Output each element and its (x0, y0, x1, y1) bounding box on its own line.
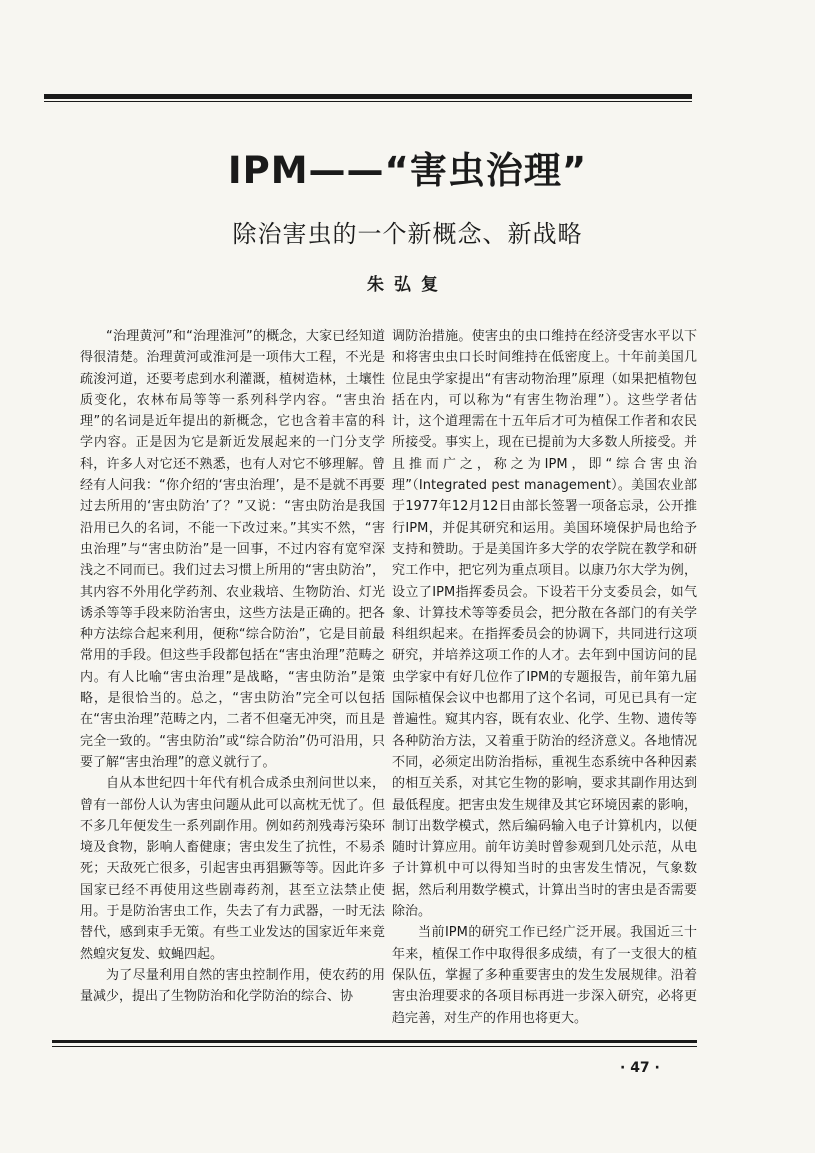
article-subtitle: 除治害虫的一个新概念、新战略 (232, 220, 583, 248)
paragraph: 为了尽量利用自然的害虫控制作用，使农药的用量减少，提出了生物防治和化学防治的综合、协 (80, 967, 385, 1005)
left-column (80, 326, 385, 1008)
bottom-rule-thin (52, 1046, 697, 1047)
right-column (392, 326, 697, 1029)
top-rule (44, 94, 692, 99)
article-author: 朱弘复 (367, 275, 448, 295)
bottom-rule (52, 1040, 697, 1043)
paragraph: 调防治措施。使害虫的虫口维持在经济受害水平以下和将害虫虫口长时间维持在低密度上。十年前美国几位昆虫学家提出“有害动物治理”原理（如果把植物包括在内，可以称为“有害生物治理”）。这些学者估计，这个道理需在十五年后才可为植保工作者和农民所接受。事实上，现在已提前为大多数人所接受。并且推而广之，称之为IPM，即“综合害虫治理”（Integrated pest management）。美国农业部于1977年12月12日由部长签署一项备忘录，公开推行IPM，并促其研究和运用。美国环境保护局也给予支持和赞助。于是美国许多大学的农学院在教学和研究工作中，把它列为重点项目。以康乃尔大学为例，设立了IPM指挥委员会。下设若干分支委员会，如气象、计算技术等等委员会，把分散在各部门的有关学科组织起来。在指挥委员会的协调下，共同进行这项研究，并培养这项工作的人才。去年到中国访问的昆虫学家中有好几位作了IPM的专题报告，前年第九届国际植保会议中也都用了这个名词，可见已具有一定普遍性。窥其内容，既有农业、化学、生物、遗传等各种防治方法，又着重于防治的经济意义。各地情况不同，必须定出防治指标，重视生态系统中各种因素的相互关系，对其它生物的影响，要求其副作用达到最低程度。把害虫发生规律及其它环境因素的影响，制订出数学模式，然后编码输入电子计算机内，以便随时计算应用。前年访美时曾参观到几处示范，从电子计算机中可以得知当时的虫害发生情况，气象数据，然后利用数学模式，计算出当时的害虫是否需要除治。 (392, 329, 697, 920)
paragraph: 自从本世纪四十年代有机合成杀虫剂问世以来，曾有一部份人认为害虫问题从此可以高枕无忧了。但不多几年便发生一系列副作用。例如药剂残毒污染环境及食物，影响人畜健康；害虫发生了抗性，不易杀死；天敌死亡很多，引起害虫再猖獗等等。因此许多国家已经不再使用这些剧毒药剂，甚至立法禁止使用。于是防治害虫工作，失去了有力武器，一时无法替代，感到束手无策。有些工业发达的国家近年来竟然蝗灾复发、蚊蝇四起。 (80, 776, 385, 962)
article-title: IPM——“害虫治理” (227, 149, 588, 192)
paragraph: 当前IPM的研究工作已经广泛开展。我国近三十年来，植保工作中取得很多成绩，有了一支很大的植保队伍，掌握了多种重要害虫的发生发展规律。沿着害虫治理要求的各项目标再进一步深入研究，必将更趋完善，对生产的作用也将更大。 (392, 925, 697, 1026)
page-number: · 47 · (620, 1060, 660, 1076)
top-rule-thin (44, 101, 692, 102)
paragraph: “治理黄河”和“治理淮河”的概念，大家已经知道得很清楚。治理黄河或淮河是一项伟大工程，不光是疏浚河道，还要考虑到水利灌溉，植树造林，土壤性质变化，农林布局等等一系列科学内容。“害虫治理”的名词是近年提出的新概念，它也含着丰富的科学内容。正是因为它是新近发展起来的一门分支学科，许多人对它还不熟悉，也有人对它不够理解。曾经有人问我：“你介绍的‘害虫治理’，是不是就不再要过去所用的‘害虫防治’了？”又说：“害虫防治是我国沿用已久的名词，不能一下改过来。”其实不然，“害虫治理”与“害虫防治”是一回事，不过内容有宽窄深浅之不同而已。我们过去习惯上所用的“害虫防治”，其内容不外用化学药剂、农业栽培、生物防治、灯光诱杀等等手段来防治害虫，这些方法是正确的。把各种方法综合起来利用，便称“综合防治”，它是目前最常用的手段。但这些手段都包括在“害虫治理”范畴之内。有人比喻“害虫治理”是战略，“害虫防治”是策略，是很恰当的。总之，“害虫防治”完全可以包括在“害虫治理”范畴之内，二者不但毫无冲突，而且是完全一致的。“害虫防治”或“综合防治”仍可沿用，只要了解“害虫治理”的意义就行了。 (80, 329, 385, 770)
